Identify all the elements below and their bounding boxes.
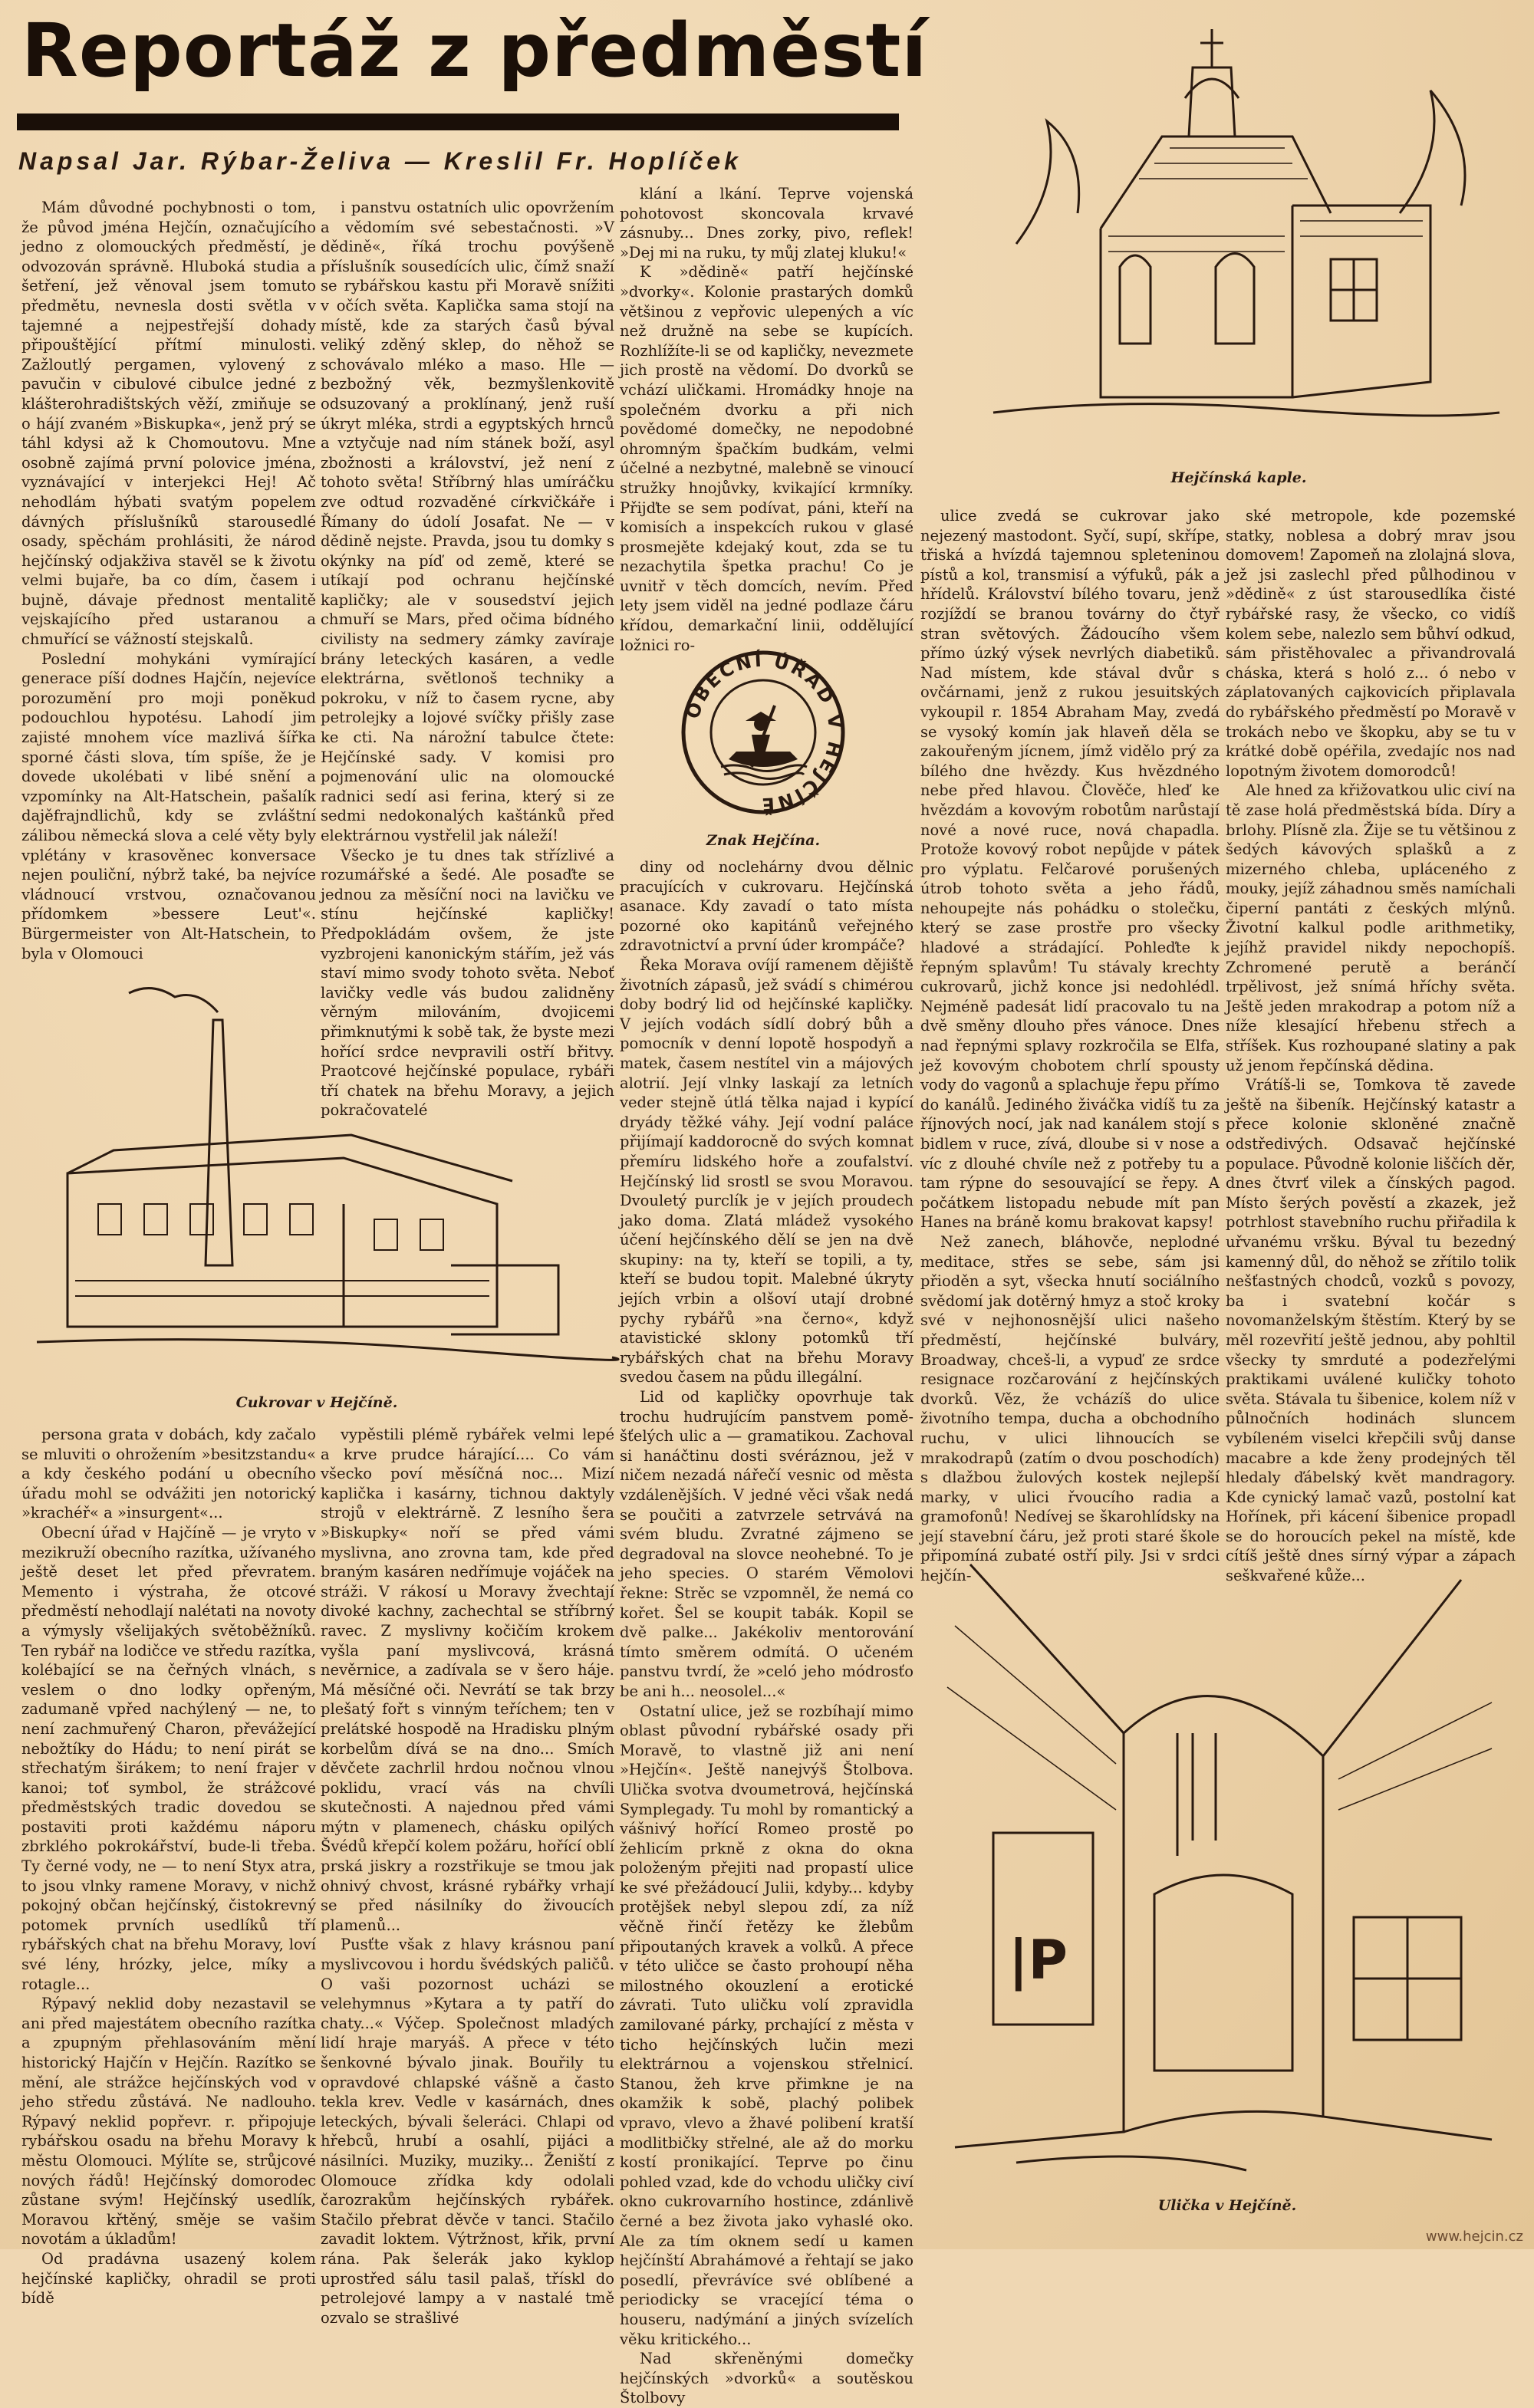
paragraph: Ostatní ulice, jež se rozbíhají mimo oblast původní rybářské osady při Moravě, to vlastně již ani není »Hejčín«. Ještě nanejvýš Štolbova. Ulička svotva dvoumetrová, hejčínská Symplegady. Tu mohl by romantický a vášnivý hořící Romeo prostě po žehlicím prkně z okna do okna položeným přejiti nad propastí ulice ke své přežádoucí Julii, kdyby... kdyby protějšek nebyl slepou zdí, za níž věčně řinčí řetězy ke žlebům připoutaných kravek a volků. A přece v této uličce se často prohoupí něha milostného okouzlení a erotické závrati. Tuto uličku volí zpravidla zamilované párky, prchající z města v ticho hejčínských lučin mezi elektrárnou a vojenskou střelnicí. Stanou, žeh krve přimkne je na okamžik k sobě, plachý polibek vpravo, vlevo a žhavé polibení kratší modlitbičky střelné, ale až do morku kostí pronikající. Teprve po činu pohled vzad, kde do vchodu uličky civí okno cukrovarního hostince, zdánlivě černé a bez života jako vyhaslé oko. Ale za tím oknem sedí u kamen hejčínští Abrahámové a řehtají se jako posedlí, převrávíce své oblíbené a periodicky se vracející téma o houseru, nadýmání a jiných svízelích věku kritického...	[620, 1702, 913, 2348]
paragraph: klání a lkání. Teprve vojenská pohotovost skoncovala krvavé zásnuby... Dnes zorky, pivo, reflek! »Dej mi na ruku, ty můj zlatej kluku!«	[620, 185, 913, 262]
caption-cukrovar: Cukrovar v Hejčíně.	[235, 1394, 398, 1411]
paragraph: Řeka Morava ovíjí ramenem dějiště životních zápasů, jež svádí s chimérou doby bodrý lid od hejčínské kapličky. V jejích vodách sídlí dobrý bůh a pomocník v denní lopotě hospodyň a matek, časem nestítel vin a májových alotrií. Její vlnky laskají za letních veder stejně útlá tělka najad i kypící dryády těžké váhy. Její vodní paláce přijímají kaddorocně do svých komnat přemíru lidského hoře a zoufalství. Hejčínský lid srostl se svou Moravou. Dvouletý purclík je v jejích proudech jako doma. Zlatá mládež vysokého účení hejčínského dělí se jen na dvě skupiny: na ty, kteří se topili, a ty, kteří se budou topit. Malebné úkryty jejích vrbin a olšoví utají drobné pychy rybářů »na černo«, když atavistické sklony potomků tří rybářských chat na břehu Moravy svedou časem na půdu illegální.	[620, 956, 913, 1387]
watermark: www.hejcin.cz	[1425, 2229, 1523, 2245]
column-3-top	[620, 184, 913, 654]
column-3-middle	[620, 857, 913, 2407]
chapel-illustration	[970, 14, 1507, 443]
paragraph: Pusťte však z hlavy krásnou paní myslivcovou i hordu švédských paličů. O vaši pozornost ucházi se velehymnus »Kytara a ty patří do chaty...« Výčep. Společnost mladých lidí hraje maryáš. A přece v této šenkovné bývalo jinak. Bouřily tu opravdové chlapské vášně a často tekla krev. Vedle v kasárnách, dnes leteckých, bývali šeleráci. Chlapi od hřebců, hrubí a osahlí, pijáci a násilníci. Muziky, muziky... Ženiští z Olomouce zřídka kdy odolali čarozrakům hejčínských rybářek. Stačilo přebrat děvče v tanci. Stačilo zavadit loktem. Výtržnost, křik, první rána. Pak šelerák jako kyklop uprostřed sálu tasil palaš, třískl do petrolejové lampy a v nastalé tmě ozvalo se strašlivé	[321, 1936, 614, 2327]
paragraph: Než zanech, bláhovče, neplodné meditace, střes se sebe, sám jsi přioděn a syt, všecka hnutí sociálního svědomí jak dotěrný hmyz a stoč kroky své v nejhonosnější ulici našeho předměstí, hejčínské bulváry, Broadway, chceš-li, a vypuď ze srdce resignace rozčarování z hejčínských dvorků. Věz, že vcházíš do ulice životního tempa, ducha a obchodního ruchu, v ulici lihnoucích se mrakodrapů (zatím o dvou poschodích) s dlažbou žulových kostek nejlepší marky, v ulici řvoucího radia a gramofonů! Nedívej se škarohlídsky na její stavební čáru, jež proti staré škole připomíná zubaté ostří pily. Jsi v srdci hejčín-	[920, 1232, 1220, 1585]
column-1-top	[21, 198, 316, 966]
sugar-factory-illustration	[21, 974, 612, 1388]
paragraph: Nad skřeněnými domečky hejčínských »dvorků« a soutěskou Štolbovy	[620, 2350, 913, 2407]
column-5-middle	[1226, 506, 1516, 1585]
caption-znak: Znak Hejčína.	[706, 832, 821, 849]
paragraph: Od pradávna usazený kolem hejčínské kapličky, ohradil se proti bídě	[21, 2249, 316, 2308]
title-rule	[17, 113, 899, 130]
paragraph: Všecko je tu dnes tak střízlivé a rozumářské a šedé. Ale posaďte se jednou za měsíční noci na lavičku ve stínu hejčínské kapličky! Předpokládám ovšem, že jste vyzbrojeni kanonickým stářím, jež vás staví mimo svody tohoto světa. Neboť lavičky vedle vás budou zalidněny věrným milováním, dvojicemi přimknutými k sobě tak, že byste mezi hořící srdce nevpravili ostří břitvy. Praotcové hejčínské populace, rybáři tří chatek na břehu Moravy, a jejich pokračovatelé	[321, 846, 614, 1120]
paragraph: K »dědině« patří hejčínské »dvorky«. Kolonie prastarých domků většinou z vepřovic ulepených a víc než družně na sebe se kupících. Rozhlížíte-li se od kapličky, nevezmete jich prostě na vědomí. Do dvorků se vchází uličkami. Hromádky hnoje na společném dvorku a při nich povědomé domečky, ne nepodobné ohromným špačkím budkám, velmi účelné a nezbytné, malebně se vinoucí stružky hnojůvky, kvikající krmníky. Přijďte se sem podívat, páni, kteří na komisích a inspekcích rukou v glasé prosmejěte kdejaký kout, zda se tu nezachytila špetka prachu! Co je uvnitř v těch domcích, nevím. Před lety jsem viděl na jedné podlaze čáru křídou, demarkační linii, oddělující ložnici ro-	[620, 263, 913, 654]
column-2-top	[321, 198, 614, 1120]
caption-ulicka: Ulička v Hejčíně.	[1157, 2197, 1297, 2214]
paragraph: Mám důvodné pochybnosti o tom, že původ jména Hejčín, označujícího jedno z olomouckých předměstí, je odvozován správně. Hluboká studia a šetření, jež věnoval jsem tomuto předmětu, nevnesla dosti světla v tajemné a nejpestřejší dohady připouštějící přítmí minulosti. Zažloutlý pergamen, vylovený z pavučin v cibulové cibulce jedné z klášterohradištských věží, zmiňuje se o hájí zvaném »Biskupka«, jenž prý se táhl kdysi až k Chomoutovu. Mne osobně zajímá první polovice jména, vyznávající v interjekci Hej! Ač nehodlám hýbati svatým popelem dávných příslušníků starousedlé osady, spěchám prohlásiti, že národ hejčínský odjakživa stavěl se k životu velmi bujaře, ba co dím, časem i bujně, dávaje přednost mentalitě vejskajícího před ustaranou a chmuřící se vážností stejskalů.	[21, 199, 316, 649]
paragraph: Vrátíš-li se, Tomkova tě zavede ještě na šibeník. Hejčínský katastr a přece kolonie skloněné značně odstředivých. Odsavač hejčínské populace. Původně kolonie liščích děr, dnes čtvrť vilek a čínských pagod. Místo šerých pověstí a zkazek, jež potrhlost stavebního ruchu přiřadila k uřvanému vršku. Býval tu bezedný kamenný důl, do něhož se zřítilo tolik nešťastných chodců, vozků s povozy, ba i svatební kočár s novomanželským štěstím. Který by se měl rozevřití ještě jednou, aby pohltil všecky ty smrduté a podezřelými praktikami uválené kuličky tohoto světa. Stávala tu šibenice, kolem níž v půlnočních hodinách sluncem vybíleném viselci křepčili svůj danse macabre a kde ženy prodejných těl hledaly ďábelský květ mandragory. Kde cynický lamač vazů, postolní kat Hořínek, při kácení šibenice propadl se do horoucích pekel na místě, kde cítíš ještě dnes sírný výpar a zápach seškvařené kůže...	[1226, 1076, 1516, 1585]
paragraph: diny od noclehárny dvou dělnic pracujících v cukrovaru. Hejčínská asanace. Kdy zavadí o tato místa pozorné oko kapitánů veřejného zdravotnictví a první úder krompáče?	[620, 858, 913, 955]
paragraph: i panstvu ostatních ulic opovržením a vědomím své sebestačnosti. »V dědině«, říká trochu povýšeně příslušník sousedících ulic, čímž snaží se rybářskou kastu při Moravě snížiti v očích světa. Kaplička sama stojí na místě, kde za starých časů býval veliký zděný sklep, do něhož se schovávalo mléko a maso. Hle — bezbožný věk, bezmyšlenkovitě odsuzovaný a proklínaný, jenž ruší úkryt mléka, strdi a egyptských hrnců a vztyčuje nad ním stánek boží, asyl zbožnosti a království, jež není z tohoto světa! Stříbrný hlas umíráčku zve odtud rozvaděné církvičkáře i Římany do údolí Josafat. Ne — v dědině nejste. Pravda, jsou tu domky s okýnky na píď od země, které se utíkají pod ochranu hejčínské kapličky; ale v sousedství jejich chmuří se Mars, před očima bídného civilisty na sedmery zámky zavíraje brány leteckých kasáren, a vedle elektrárna, světlonoš techniky a pokroku, v níž to časem rycne, aby petrolejky a lojové svíčky přišly zase ke cti. Na nárožní tabulce čtete: Hejčínské sady. V komisi pro pojmenování ulic na olomoucké radnici sedí asi ferina, který si ze sedmi nedokonalých kaštánků před elektrárnou vystřelil jak náleží!	[321, 199, 614, 844]
column-2-bottom	[321, 1425, 614, 2327]
column-1-bottom	[21, 1425, 316, 2308]
page-title: Reportáž z předměstí	[21, 8, 928, 94]
caption-kaple: Hejčínská kaple.	[1170, 469, 1307, 486]
paragraph: Rýpavý neklid doby nezastavil se ani před majestátem obecního razítka a zpupným přehlasováním mění historický Hajčín v Hejčín. Razítko se mění, ale strážce hejčínských vod v jeho středu zůstává. Ne nadlouho. Rýpavý neklid popřevr. r. připojuje rybářskou osadu na břehu Moravy k městu Olomouci. Mýlíte se, strůjcové nových řádů! Hejčínský domorodec zůstane svým! Hejčínský usedlík, Moravou křtěný, směje se vašim novotám a úkladům!	[21, 1995, 316, 2248]
paragraph: Poslední mohykáni vymírající generace píší dodnes Hajčín, nejevíce porozumění pro moji poněkud podouchlou hypotésu. Lahodí jim zajisté mnohem více mazlivá šířka sporné části slova, tím spíše, že je dovede ukolébati v libé snění a vzpomínky na Alt-Hatschein, pašalík dajěfrajndlichů, kdy se zvláštní zálibou německá slova a celé věty byly vplétány v krasověnec konversace nejen pouliční, nýbrž také, ba nejvíce vládnoucí vrstvou, označovanou přídomkem »bessere Leut'«. Bürgermeister von Alt-Hatschein, to byla v Olomouci	[21, 650, 316, 962]
svg-text:|P: |P	[1009, 1929, 1068, 1992]
paragraph: Lid od kapličky opovrhuje tak trochu hudrujícím panstvem poměšťelých ulic a — gramatikou. Zachoval si hanáčtinu dosti svéráznou, jež v ničem nezadá nářečí vesnic od města vzdálenějších. V jedné věci však nedá se poučiti a zatvrzele setrvává na svém bludu. Zvratné zájmeno se degradoval na slovce neohebné. To je jeho species. O starém Věmolovi řekne: Strěc se vzpomněl, že nemá co kořet. Šel se koupit tabák. Kopil se dvě palke... Jakékoliv mentorování tímto směrem odmítá. O učeném panstvu tvrdí, že »celó jeho módrosťo be ani h... neosolel...«	[620, 1388, 913, 1700]
paragraph: persona grata v dobách, kdy začalo se mluviti o ohrožením »besitzstandu« a kdy českého podání u obecního úřadu mohl se odvážiti jen notorický »krachéř« a »insurgent«...	[21, 1426, 316, 1522]
stamp-emblem	[675, 644, 851, 821]
paragraph: ské metropole, kde pozemské statky, noblesa a dobrý mrav jsou domovem! Zapomeň na zlolajná slova, jež jsi zaslechl před půlhodinou v »dědině« z úst starousedlíka čisté rybářské rasy, že všecko, co vidíš kolem sebe, nalezlo sem bůhví odkud, sám přistěhovalec a přivandrovalá cháska, která s holó z... ó nebo v záplatovaných cajkovicích připlavala do rybářského předměstí po Moravě v trokách nebo ve škopku, aby se tu v krátké době opéřila, zvedajíc nos nad lopotným životem domorodců!	[1226, 507, 1516, 780]
stamp-ring-text: OBECNÍ ÚŘAD V HEJČÍNĚ	[681, 649, 847, 816]
paragraph: Obecní úřad v Hajčíně — je vryto v mezikruží obecního razítka, užívaného ještě deset let před převratem. Memento i výstraha, že otcové předměstí nehodlají nalétati na novoty a výmysly všelijakých světoběžníků. Ten rybář na lodičce ve středu razítka, kolébající se na čeřných vlnách, s veslem o dno lodky opřeným, zadumaně vpřed nachýlený — ne, to není zachmuřený Charon, převážející nebožtíky do Hádu; to není pirát se střechatým širákem; to není frajer v kanoi; toť symbol, že strážcové předměstských tradic dovedou se postaviti proti každému náporu zbrklého pokrokářství, bude-li třeba. Ty černé vody, ne — to není Styx atra, to jsou vlnky ramene Moravy, v nichž pokojný občan hejčínský, čistokrevný potomek prvních usedlíků tří rybářských chat na břehu Moravy, loví své lény, hrózky, jelce, míky a rotagle...	[21, 1523, 316, 1993]
byline: Napsal Jar. Rýbar-Želiva — Kreslil Fr. Hoplíček	[18, 147, 742, 175]
paragraph: vypěstili plémě rybářek velmi lepé a krve prudce hárající.... Co vám všecko poví měsíčná noc... Mizí kaplička i kasárny, tichnou daktyly strojů v elektrárně. Z lesního šera »Biskupky« noří se před vámi myslivna, ano zrovna tam, kde před braným kasáren nedřímuje vojáček na stráži. V rákosí u Moravy žvechtají divoké kachny, zachechtal se stříbrný ravec. Z myslivny kočičím krokem vyšla paní myslivcová, krásná nevěrnice, a zadívala se v šero háje. Má měsíčné oči. Nevrátí se tak brzy plešatý fořt s vinným teříchem; ten v prelátské hospodě na Hradisku plným korbelům dívá se na dno... Smích děvčete zachrlil hrdou nočnou vlnou poklidu, vrací vás na chvíli skutečnosti. A najednou před vámi mýtn v plamenech, chásku opilých Švédů křepčí kolem požáru, hořící oblí prská jiskry a rozstřikuje se tmou jak ohnivý chvost, krásné rybářky vrhají se před násilníky do živoucích plamenů...	[321, 1426, 614, 1934]
alley-illustration	[924, 1534, 1519, 2186]
paragraph: ulice zvedá se cukrovar jako nejezený mastodont. Syčí, supí, skřípe, třiská a hvízdá tajemnou spleteninou pístů a kol, transmisí a výfuků, pák a hřídelů. Království bílého tovaru, jenž rozjíždí se branou továrny do čtyř stran světových. Žádoucího všem přímo úzký výsek nevrlých diabetiků. Nad místem, kde stával dvůr s ovčárnami, jenž z rukou jesuitských vykoupil r. 1854 Abraham May, zvedá se vysoký komín jak hlaveň děla se zakouřeným jícnem, jímž vidělo prý za bílého dne hvězdy. Kus hvězdného nebe před hlavou. Člověče, hleď ke hvězdám a kovovým robotům narůstají nové a nové ruce, nová chapadla. Protože kovový robot nepůjde v pátek pro výplatu. Felčarové porušených útrob tohoto světa a jeho řádů, nehoupejte nás pohádku o stolečku, který se zase prostře pro všecky hladové a strádající. Pohleďte k řepným splavům! Tu stávaly krechty cukrovarů, jichž konce jsi nedohlédl. Nejméně padesát lidí pracovalo tu na dvě směny dlouho přes vánoce. Dnes nad řepnými splavy rozkročila se Elfa, jež kovovým chobotem chrlí spousty vody do vagonů a splachuje řepu přímo do kanálů. Jediného živáčka vidíš tu za říjnových nocí, jak nad kanálem stojí s bidlem v ruce, zívá, dloube si v nose a víc z dlouhé chvíle než z potřeby tu a tam rýpne do sesouvající se řepy. A počátkem listopadu nebude mít pan Hanes na bráně komu brakovat kapsy!	[920, 507, 1220, 1232]
column-4-middle	[920, 506, 1220, 1585]
paragraph: Ale hned za křižovatkou ulic civí na tě zase holá předměstská bída. Díry a brlohy. Plísně zla. Žije se tu většinou z šedých kávových splašků a z mizerného chleba, upláceného z mouky, jejíž záhadnou směs namíchali čiperní pantáti z českých mlýnů. Životní kalkul podle arithmetiky, jejíhž pravidel nikdy nepochopíš. Zchromené perutě a beránčí trpělivost, jež snímá hříchy světa. Ještě jeden mrakodrap a potom níž a níže klesající hřebenu střech a stříšek. Kus rozhoupané slatiny a pak už jenom řepčínská dědina.	[1226, 781, 1516, 1074]
